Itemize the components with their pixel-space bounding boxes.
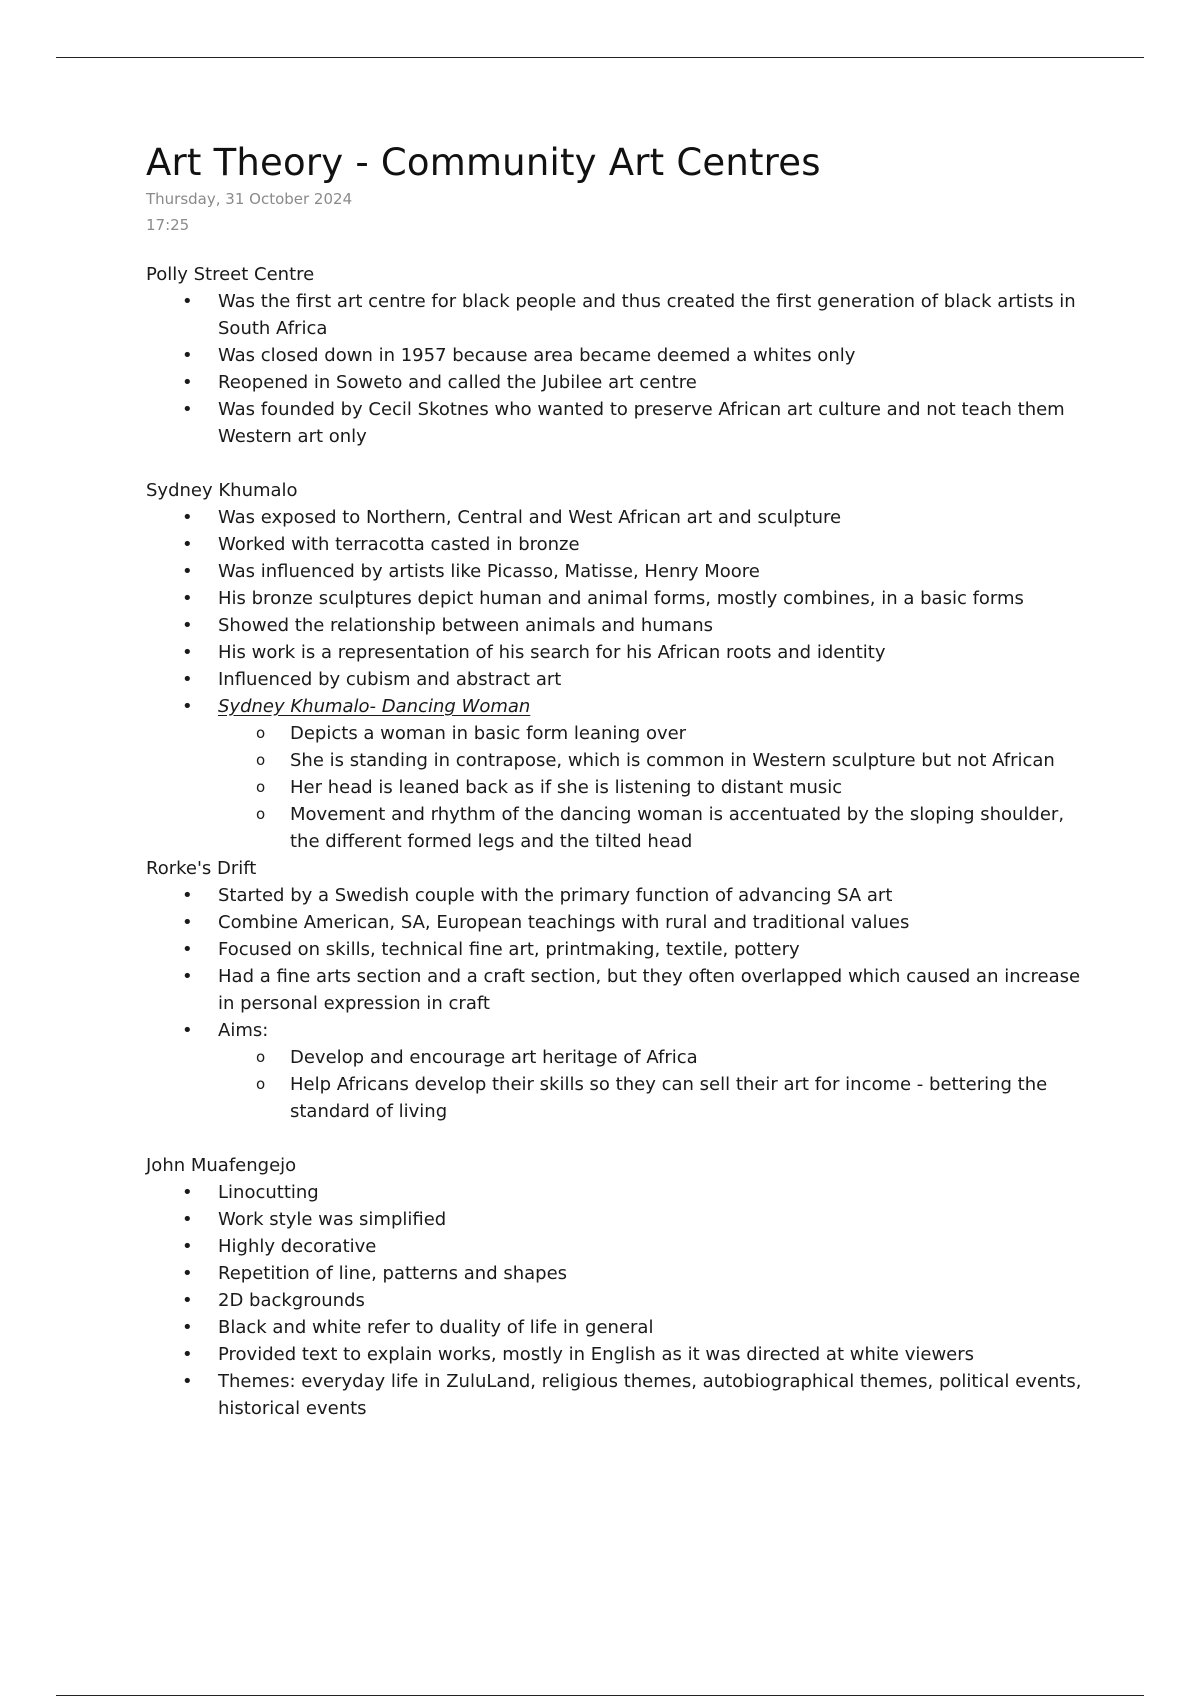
sub-list-item: o Her head is leaned back as if she is listening to distant music [290,774,1086,801]
list-item: • 2D backgrounds [218,1287,1086,1314]
section-rorkes-drift [146,855,1086,1125]
sub-list [218,1044,1086,1125]
list-item: • Provided text to explain works, mostly in English as it was directed at white viewers [218,1341,1086,1368]
sub-list-item: o Movement and rhythm of the dancing woman is accentuated by the sloping shoulder, the different formed legs and the tilted head [290,801,1086,855]
section-polly-street [146,261,1086,450]
list-item: • Linocutting [218,1179,1086,1206]
list-item: • Repetition of line, patterns and shapes [218,1260,1086,1287]
list-item: • Had a fine arts section and a craft section, but they often overlapped which caused an increase in personal expression in craft [218,963,1086,1017]
list-item: • Black and white refer to duality of life in general [218,1314,1086,1341]
section-heading: Polly Street Centre [146,264,315,285]
sub-list [218,720,1086,855]
list-item: • Was founded by Cecil Skotnes who wanted to preserve African art culture and not teach them Western art only [218,396,1086,450]
artwork-label: Sydney Khumalo- Dancing Woman [218,696,531,717]
sub-list-item: o Develop and encourage art heritage of Africa [290,1044,1086,1071]
note-body[interactable] [146,261,1086,1422]
list-item: • His work is a representation of his search for his African roots and identity [218,639,1086,666]
list-item: • Influenced by cubism and abstract art [218,666,1086,693]
note-meta [146,186,1086,238]
list-item: • Was exposed to Northern, Central and West African art and sculpture [218,504,1086,531]
section-heading: Rorke's Drift [146,858,257,879]
list-item: • Work style was simplified [218,1206,1086,1233]
bottom-rule [56,1695,1144,1696]
sub-list-item: o Depicts a woman in basic form leaning over [290,720,1086,747]
list-item: • Reopened in Soweto and called the Jubilee art centre [218,369,1086,396]
list-item: • Themes: everyday life in ZuluLand, religious themes, autobiographical themes, political events, historical events [218,1368,1086,1422]
list-item: • Was closed down in 1957 because area became deemed a whites only [218,342,1086,369]
top-rule [56,57,1144,58]
list-item-aims [218,1017,1086,1125]
section-john-muafangejo [146,1152,1086,1422]
list-item: • Worked with terracotta casted in bronze [218,531,1086,558]
sub-list-item: o She is standing in contrapose, which is common in Western sculpture but not African [290,747,1086,774]
bullet-list [146,288,1086,450]
sub-list-item: o Help Africans develop their skills so they can sell their art for income - bettering the standard of living [290,1071,1086,1125]
list-item: • Was the first art centre for black people and thus created the first generation of black artists in South Africa [218,288,1086,342]
note-time: 17:25 [146,216,190,234]
list-item: • Started by a Swedish couple with the primary function of advancing SA art [218,882,1086,909]
note-date: Thursday, 31 October 2024 [146,190,353,208]
bullet-list [146,504,1086,855]
list-item: • Focused on skills, technical fine art, printmaking, textile, pottery [218,936,1086,963]
section-sydney-khumalo [146,477,1086,855]
note-page [146,140,1086,1422]
bullet-list [146,1179,1086,1422]
section-heading: John Muafengejo [146,1155,297,1176]
list-item-artwork [218,693,1086,855]
section-heading: Sydney Khumalo [146,480,298,501]
list-item: • Was influenced by artists like Picasso, Matisse, Henry Moore [218,558,1086,585]
list-item: • Highly decorative [218,1233,1086,1260]
list-item: • Combine American, SA, European teachings with rural and traditional values [218,909,1086,936]
list-item: • His bronze sculptures depict human and animal forms, mostly combines, in a basic forms [218,585,1086,612]
bullet-list [146,882,1086,1125]
list-item: • Showed the relationship between animals and humans [218,612,1086,639]
note-title[interactable]: Art Theory - Community Art Centres [146,141,821,184]
aims-label: Aims: [218,1020,269,1041]
